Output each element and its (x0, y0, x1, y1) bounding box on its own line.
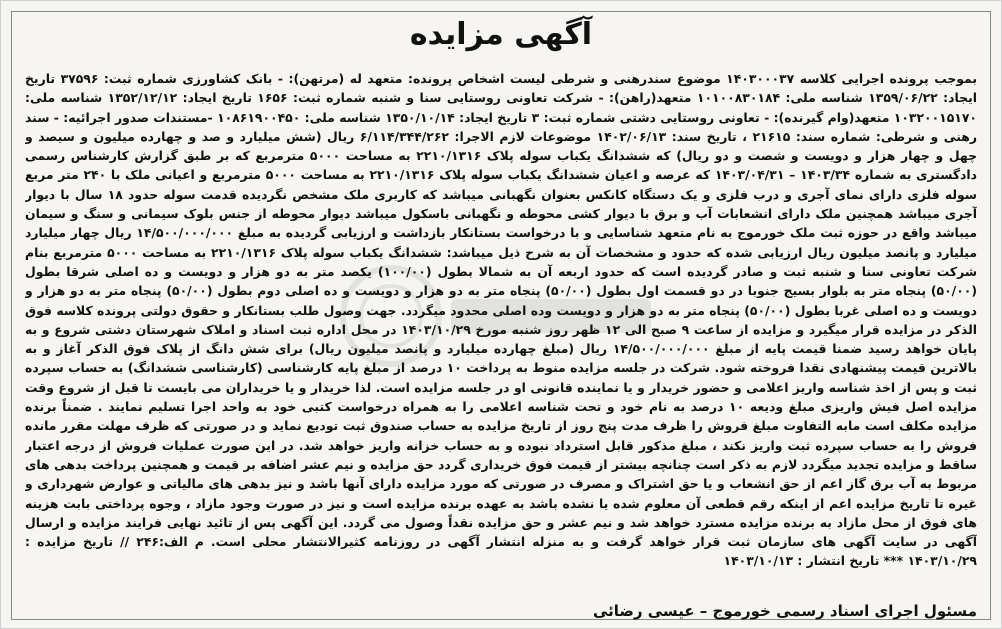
notice-signature: مسئول اجرای اسناد رسمی خورموج – عیسی رضائی (592, 602, 977, 620)
notice-title: آگهی مزایده (409, 17, 593, 52)
notice-body: بموجب پرونده اجرایی کلاسه ۱۴۰۳۰۰۰۳۷ موضوع سندرهنی و شرطی لیست اشخاص پرونده: متعهد له (مرتهن): - بانک کشاورزی شماره ثبت: ۳۷۵۹۶ تاریخ ایجاد: ۱۳۵۹/۰۶/۲۲ شناسه ملی: ۱۰۱۰۰۸۳۰۱۸۴ متعهد(راهن): - شرکت تعاونی روستایی سنا و شنبه شماره ثبت: ۱۶۵۶ تاریخ ایجاد: ۱۳۵۲/۱۲/۱۲ شناسه ملی: ۱۰۳۲۰۰۱۵۱۷۰ متعهد(وام گیرنده): - تعاونی روستایی دشتی شماره ثبت: ۳ تاریخ ایجاد: ۱۳۵۰/۱۰/۱۴ شناسه ملی: ۱۰۸۶۱۹۰۰۴۵۰ -مستندات صدور اجرائیه: - سند رهنی و شرطی: شماره سند: ۲۱۶۱۵ ، تاریخ سند: ۱۴۰۲/۰۶/۱۳ موضوعات لازم الاجرا: ۶/۱۱۴/۳۴۴/۲۶۲ ریال (شش میلیارد و صد و چهارده میلیون و سیصد و چهل و چهار هزار و دویست و شصت و دو ریال) که ششدانگ یکباب سوله پلاک ۲۲۱۰/۱۳۱۶ به مساحت ۵۰۰۰ مترمربع که بر طبق گزارش کارشناس رسمی دادگستری به شماره ۱۴۰۳/۳۴ – ۱۴۰۳/۰۴/۳۱ که عرصه و اعیان ششدانگ یکباب سوله پلاک ۲۲۱۰/۱۳۱۶ به مساحت ۵۰۰۰ مترمربع و اعیانی ملک با ۲۴۰ متر مربع سوله فلزی دارای نمای آجری و درب فلزی و یک دستگاه کانکس بعنوان نگهبانی میباشد که کاربری ملک مشخص نگردیده قدمت سوله حدود ۱۸ سال با دیوار آجری میباشد همچنین ملک دارای انشعابات آب و برق با دیوار کشی محوطه و نگهبانی باسکول میباشد دیوار محوطه از جنس بلوک سیمانی و سنگ و سیمان میباشد واقع در حوزه ثبت ملک خورموج به نام متعهد شناسایی و با درخواست بستانکار بازداشت و ارزیابی گردیده به مبلغ ۱۴/۵۰۰/۰۰۰/۰۰۰ ریال چهار میلیارد میلیارد و پانصد میلیون ریال ارزیابی شده که حدود و مشخصات آن به شرح ذیل میباشد: ششدانگ یکباب سوله پلاک ۲۲۱۰/۱۳۱۶ به مساحت ۵۰۰۰ مترمربع بنام شرکت تعاونی سنا و شنبه ثبت و صادر گردیده است که حدود اربعه آن به شمالا بطول (۱۰۰/۰۰) یکصد متر به دو هزار و دویست و ده اصلی شرقا بطول (۵۰/۰۰) پنجاه متر به بلوار بسیج جنوبا در دو قسمت اول بطول (۵۰/۰۰) پنجاه متر به دو هزار و دویست و ده اصلی دوم بطول (۵۰/۰۰) پنجاه متر به دو هزار و دویست و ده اصلی غربا بطول (۵۰/۰۰) پنجاه متر به دو هزار و دویست وده اصلی محدود میگردد. جهت وصول طلب بستانکار و حقوق دولتی پرونده کلاسه فوق الذکر در مزایده قرار میگیرد و مزایده از ساعت ۹ صبح الی ۱۲ ظهر روز شنبه مورخ ۱۴۰۳/۱۰/۲۹ در محل اداره ثبت اسناد و املاک شهرستان دشتی شروع و به پایان خواهد رسید ضمنا قیمت پایه از مبلغ ۱۴/۵۰۰/۰۰۰/۰۰۰ ریال (مبلغ چهارده میلیارد و پانصد میلیون ریال) برای شش دانگ از پلاک فوق الذکر آغاز و به بالاترین قیمت پیشنهادی نقدا فروخته شود. شرکت در جلسه مزایده منوط به پرداخت ۱۰ درصد از مبلغ پایه کارشناسی (کارشناسی ششدانگ) به حساب سپرده ثبت و پس از اخذ شناسه واریز اعلامی و حضور خریدار و یا نماینده قانونی او در جلسه مزایده است. لذا خریدار و یا خریداران می بایست تا قبل از شروع وقت مزایده اصل فیش واریزی مبلغ ودیعه ۱۰ درصد به نام خود و تحت شناسه اعلامی را به همراه درخواست کتبی خود به واحد اجرا تسلیم نمایند . ضمناً برنده مزایده مکلف است مابه التفاوت مبلغ فروش را ظرف مدت پنج روز از تاریخ مزایده به حساب صندوق ثبت تودیع نماید و در صورتی که ظرف مهلت مقرر مانده فروش را به حساب سپرده ثبت واریز نکند ، مبلغ مذکور قابل استرداد نبوده و به حساب خزانه واریز خواهد شد. در این صورت عملیات فروش از درجه اعتبار ساقط و مزایده تجدید میگردد لازم به ذکر است چنانچه بیشتر از قیمت فوق خریداری گردد حق مزایده و نیم عشر اضافه بر قیمت و همچنین پرداخت بدهی های مربوط به آب برق گاز اعم از حق انشعاب و یا حق اشتراک و مصرف در صورتی که مورد مزایده دارای آنها باشد و نیز بدهی های مالیاتی و عوارض شهرداری و غیره تا تاریخ مزایده اعم از اینکه رقم قطعی آن معلوم شده یا نشده باشد به عهده برنده مزایده است و نیز در صورت وجود مازاد ، وجوه پرداختی بابت هزینه های فوق از محل مازاد به برنده مزایده مسترد خواهد شد و نیم عشر و حق مزایده نقداً وصول می گردد. این آگهی پس از تائید نهایی فرایند مزایده و ارسال آگهی در سایت آگهی های سازمان ثبت قرار خواهد گرفت و به منزله انتشار آگهی در روزنامه کثیرالانتشار محلی است. م الف:۲۴۶ // تاریخ مزایده : ۱۴۰۳/۱۰/۲۹ *** تاریخ انتشار : ۱۴۰۳/۱۰/۱۳ (25, 71, 977, 569)
